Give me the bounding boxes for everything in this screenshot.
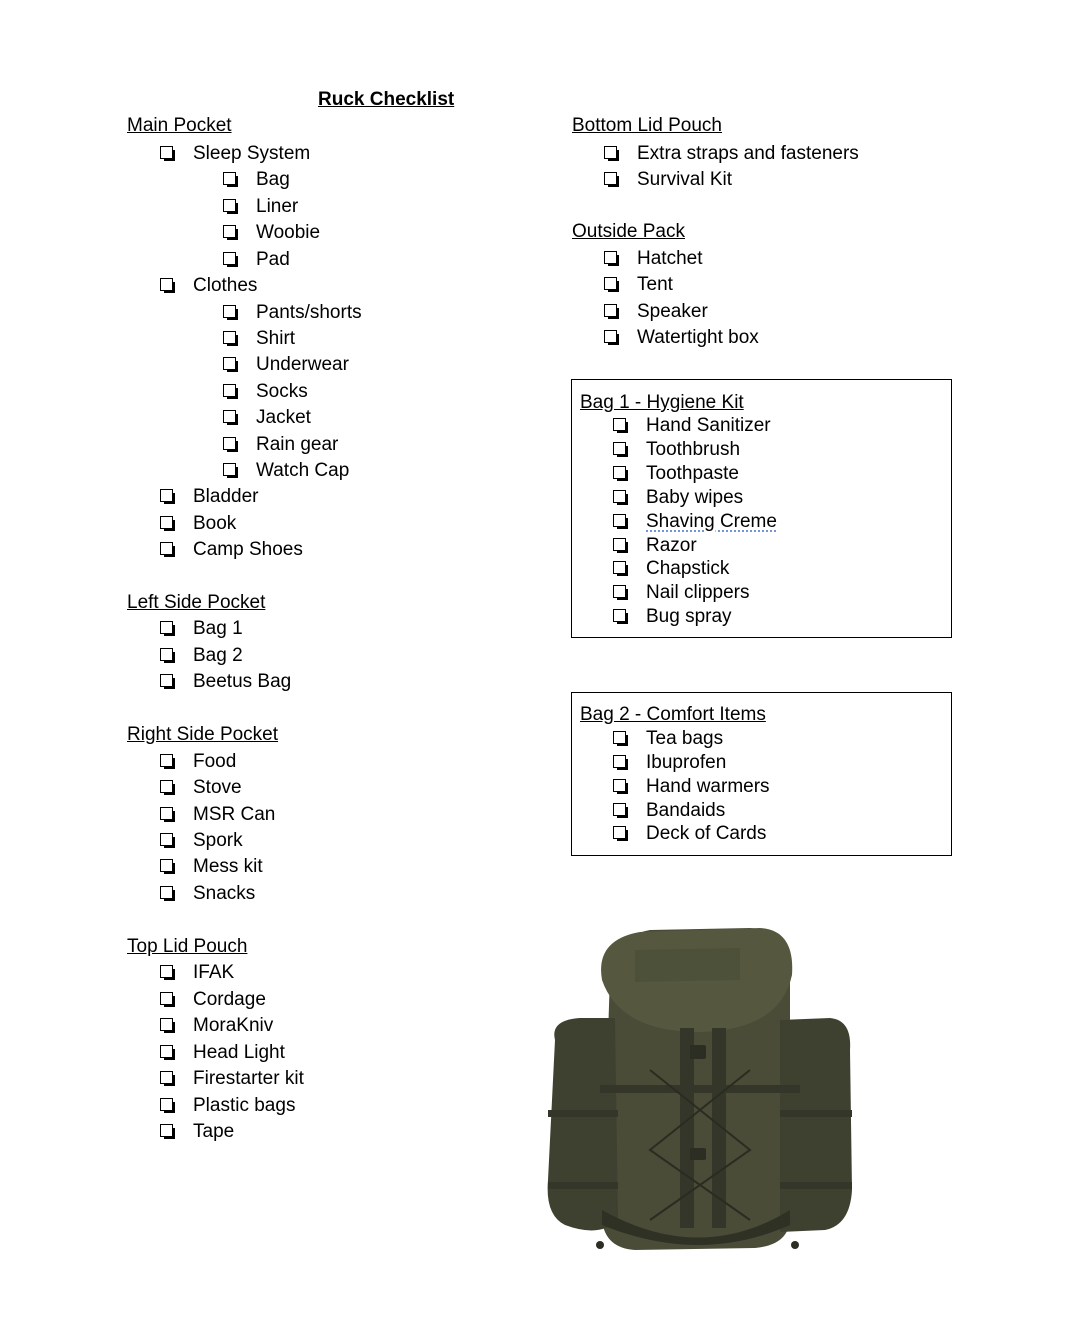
checklist-item[interactable]: Hand Sanitizer bbox=[613, 413, 771, 439]
checklist-item[interactable]: Toothbrush bbox=[613, 437, 740, 463]
checkbox-icon[interactable] bbox=[613, 826, 629, 842]
checkbox-icon[interactable] bbox=[613, 561, 629, 577]
checklist-item[interactable]: Speaker bbox=[604, 299, 708, 325]
checklist-item[interactable]: Liner bbox=[223, 194, 298, 220]
checkbox-icon[interactable] bbox=[613, 490, 629, 506]
checkbox-icon[interactable] bbox=[604, 304, 620, 320]
checklist-item[interactable]: Book bbox=[160, 511, 236, 537]
checkbox-icon[interactable] bbox=[160, 516, 176, 532]
checkbox-icon[interactable] bbox=[604, 330, 620, 346]
checkbox-icon[interactable] bbox=[613, 755, 629, 771]
checkbox-icon[interactable] bbox=[160, 833, 176, 849]
checklist-item[interactable]: Tea bags bbox=[613, 726, 723, 752]
checklist-item[interactable]: Watertight box bbox=[604, 325, 759, 351]
checklist-item[interactable]: Razor bbox=[613, 533, 697, 559]
section-heading: Bottom Lid Pouch bbox=[572, 115, 722, 136]
checkbox-icon[interactable] bbox=[613, 609, 629, 625]
checkbox-icon[interactable] bbox=[223, 172, 239, 188]
checkbox-icon[interactable] bbox=[160, 992, 176, 1008]
checkbox-icon[interactable] bbox=[160, 146, 176, 162]
checklist-item[interactable]: Bag 2 bbox=[160, 643, 243, 669]
checklist-item[interactable]: Bag bbox=[223, 167, 290, 193]
checklist-item[interactable]: Pants/shorts bbox=[223, 300, 362, 326]
checkbox-icon[interactable] bbox=[613, 466, 629, 482]
checklist-item[interactable]: MoraKniv bbox=[160, 1013, 273, 1039]
checklist-item[interactable]: Hatchet bbox=[604, 246, 702, 272]
checklist-item[interactable]: Bag 1 bbox=[160, 616, 243, 642]
checkbox-icon[interactable] bbox=[160, 859, 176, 875]
checklist-item[interactable]: Food bbox=[160, 749, 236, 775]
checkbox-icon[interactable] bbox=[160, 648, 176, 664]
checklist-item[interactable]: Mess kit bbox=[160, 854, 263, 880]
checkbox-icon[interactable] bbox=[160, 1098, 176, 1114]
checkbox-icon[interactable] bbox=[604, 251, 620, 267]
checkbox-icon[interactable] bbox=[160, 278, 176, 294]
checklist-item[interactable]: Tent bbox=[604, 272, 673, 298]
checkbox-icon[interactable] bbox=[604, 146, 620, 162]
checklist-item[interactable]: Rain gear bbox=[223, 432, 338, 458]
checkbox-icon[interactable] bbox=[160, 886, 176, 902]
checkbox-icon[interactable] bbox=[160, 621, 176, 637]
checklist-item[interactable]: Clothes bbox=[160, 273, 257, 299]
checkbox-icon[interactable] bbox=[160, 807, 176, 823]
checklist-item[interactable]: Camp Shoes bbox=[160, 537, 303, 563]
checklist-item[interactable]: Toothpaste bbox=[613, 461, 739, 487]
checklist-item[interactable]: Tape bbox=[160, 1119, 234, 1145]
checklist-item[interactable]: Woobie bbox=[223, 220, 320, 246]
checkbox-icon[interactable] bbox=[160, 1071, 176, 1087]
checkbox-icon[interactable] bbox=[160, 1124, 176, 1140]
checklist-item[interactable]: Extra straps and fasteners bbox=[604, 141, 859, 167]
checkbox-icon[interactable] bbox=[604, 277, 620, 293]
checkbox-icon[interactable] bbox=[604, 172, 620, 188]
section-heading: Bag 1 - Hygiene Kit bbox=[580, 392, 744, 413]
checklist-item[interactable]: Sleep System bbox=[160, 141, 310, 167]
checklist-item[interactable]: Survival Kit bbox=[604, 167, 732, 193]
checkbox-icon[interactable] bbox=[613, 803, 629, 819]
checklist-item[interactable]: Bladder bbox=[160, 484, 259, 510]
checkbox-icon[interactable] bbox=[613, 538, 629, 554]
checkbox-icon[interactable] bbox=[160, 965, 176, 981]
checklist-item[interactable]: Plastic bags bbox=[160, 1093, 295, 1119]
checklist-item[interactable]: Underwear bbox=[223, 352, 349, 378]
checkbox-icon[interactable] bbox=[223, 305, 239, 321]
section-heading: Main Pocket bbox=[127, 115, 232, 136]
checkbox-icon[interactable] bbox=[223, 357, 239, 373]
checklist-item[interactable]: Firestarter kit bbox=[160, 1066, 304, 1092]
checklist-item[interactable]: Socks bbox=[223, 379, 308, 405]
checklist-item[interactable]: Shirt bbox=[223, 326, 295, 352]
checkbox-icon[interactable] bbox=[223, 463, 239, 479]
checklist-item[interactable]: Baby wipes bbox=[613, 485, 743, 511]
checkbox-icon[interactable] bbox=[223, 199, 239, 215]
section-heading: Top Lid Pouch bbox=[127, 936, 248, 957]
checkbox-icon[interactable] bbox=[613, 779, 629, 795]
checklist-item[interactable]: Cordage bbox=[160, 987, 266, 1013]
checklist-item[interactable]: MSR Can bbox=[160, 802, 275, 828]
checklist-item[interactable]: Beetus Bag bbox=[160, 669, 291, 695]
checkbox-icon[interactable] bbox=[223, 331, 239, 347]
section-heading: Right Side Pocket bbox=[127, 724, 279, 745]
checkbox-icon[interactable] bbox=[613, 585, 629, 601]
checklist-item[interactable]: IFAK bbox=[160, 960, 234, 986]
checklist-item[interactable]: Stove bbox=[160, 775, 242, 801]
checklist-item[interactable]: Bandaids bbox=[613, 798, 725, 824]
checklist-item[interactable]: Spork bbox=[160, 828, 243, 854]
checkbox-icon[interactable] bbox=[160, 780, 176, 796]
checkbox-icon[interactable] bbox=[223, 410, 239, 426]
checklist-item[interactable]: Snacks bbox=[160, 881, 255, 907]
checkbox-icon[interactable] bbox=[223, 225, 239, 241]
checklist-item[interactable]: Ibuprofen bbox=[613, 750, 726, 776]
section-heading: Outside Pack bbox=[572, 221, 685, 242]
checklist-item[interactable]: Jacket bbox=[223, 405, 311, 431]
checkbox-icon[interactable] bbox=[160, 1045, 176, 1061]
checklist-item[interactable]: Head Light bbox=[160, 1040, 285, 1066]
checklist-item[interactable]: Bug spray bbox=[613, 604, 732, 630]
checkbox-icon[interactable] bbox=[160, 489, 176, 505]
checkbox-icon[interactable] bbox=[613, 442, 629, 458]
checklist-item[interactable]: Hand warmers bbox=[613, 774, 770, 800]
section-heading: Left Side Pocket bbox=[127, 592, 266, 613]
checklist-item[interactable]: Watch Cap bbox=[223, 458, 349, 484]
checkbox-icon[interactable] bbox=[160, 1018, 176, 1034]
checkbox-icon[interactable] bbox=[223, 437, 239, 453]
checkbox-icon[interactable] bbox=[160, 674, 176, 690]
checklist-item[interactable]: Nail clippers bbox=[613, 580, 749, 606]
bag1-hygiene-box bbox=[571, 379, 952, 638]
section-heading: Bag 2 - Comfort Items bbox=[580, 704, 766, 725]
checkbox-icon[interactable] bbox=[613, 731, 629, 747]
checkbox-icon[interactable] bbox=[223, 252, 239, 268]
checkbox-icon[interactable] bbox=[613, 514, 629, 530]
checklist-item[interactable]: Deck of Cards bbox=[613, 821, 766, 847]
checklist-item[interactable]: Chapstick bbox=[613, 556, 729, 582]
checkbox-icon[interactable] bbox=[223, 384, 239, 400]
page-title: Ruck Checklist bbox=[318, 89, 455, 110]
checkbox-icon[interactable] bbox=[160, 754, 176, 770]
backpack-image bbox=[540, 920, 860, 1265]
checkbox-icon[interactable] bbox=[160, 542, 176, 558]
checkbox-icon[interactable] bbox=[613, 418, 629, 434]
bag2-comfort-box bbox=[571, 692, 952, 856]
checklist-item[interactable]: Shaving Creme bbox=[613, 509, 777, 535]
checklist-item[interactable]: Pad bbox=[223, 247, 290, 273]
